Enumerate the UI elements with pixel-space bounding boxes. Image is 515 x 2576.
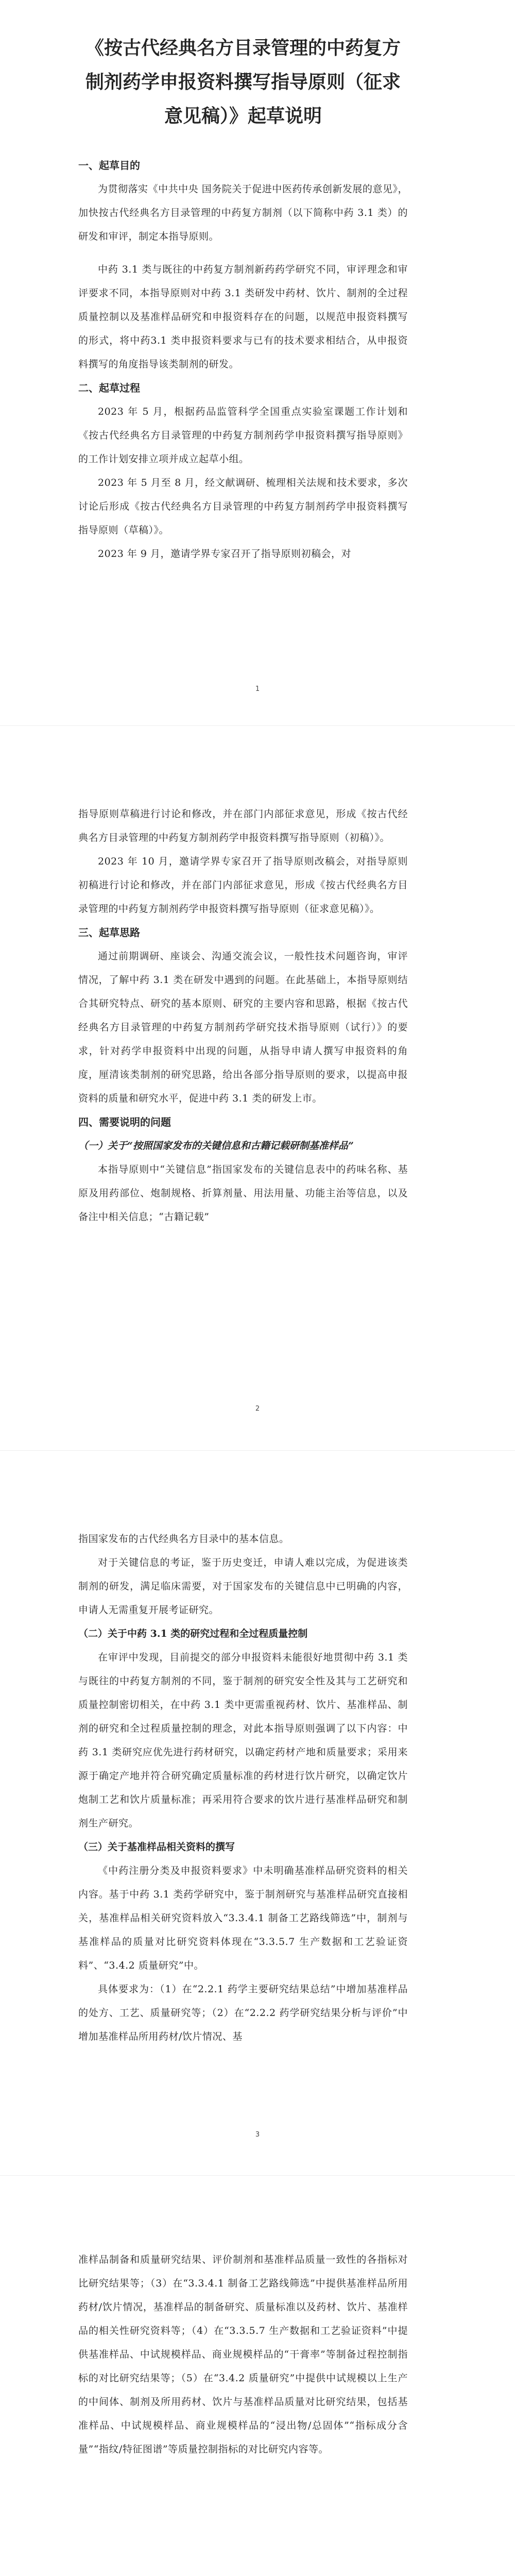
section-2-heading: 二、起草过程 [78,382,140,394]
paragraph: 本指导原则中“关键信息”指国家发布的关键信息表中的药味名称、基原及用药部位、炮制规格、折算剂量、用法用量、功能主治等信息，以及备注中相关信息；“古籍记载” [78,1164,408,1223]
section-1-heading: 一、起草目的 [78,159,140,172]
document-title: 《按古代经典名方目录管理的中药复方制剂药学申报资料撰写指导原则（征求意见稿）》起草说明 [85,37,401,127]
page-2-content [78,802,408,1229]
paragraph: 为贯彻落实《中共中央 国务院关于促进中医药传承创新发展的意见》，加快按古代经典名方目录管理的中药复方制剂（以下简称中药 3.1 类）的研发和审评，制定本指导原则。 [78,183,408,242]
page-1-content [78,31,408,566]
paragraph: 对于关键信息的考证，鉴于历史变迁，申请人难以完成，为促进该类制剂的研发，满足临床需要，对于国家发布的关键信息中已明确的内容，申请人无需重复开展考证研究。 [78,1557,408,1616]
paragraph: 2023 年 10 月，邀请学界专家召开了指导原则改稿会，对指导原则初稿进行讨论和修改，并在部门内部征求意见，形成《按古代经典名方目录管理的中药复方制剂药学申报资料撰写指导原则（征求意见稿）》。 [78,856,408,914]
paragraph: 在审评中发现，目前提交的部分申报资料未能很好地贯彻中药 3.1 类与既往的中药复方制剂的不同，鉴于制剂的研究安全性及其与工艺研究和质量控制密切相关，在中药 3.1 类中更需重视药材、饮片、基准样品、制剂的研究和全过程质量控制的理念，对此本指导原则强调了以下内容：中药 3.1 类研究应优先进行药材研究，以确定药材产地和质量要求；采用来源于确定产地并符合研究确定质量标准的药材进行饮片研究，以确定饮片炮制工艺和饮片质量标准；再采用符合要求的饮片进行基准样品研究和制剂生产研究。 [78,1652,408,1829]
subsection-1-heading: （一）关于“按照国家发布的关键信息和古籍记载研制基准样品” [78,1140,354,1151]
subsection-3-heading: （三）关于基准样品相关资料的撰写 [78,1841,235,1853]
page-number: 2 [255,1405,260,1413]
section-3-heading: 三、起草思路 [78,926,140,939]
page-4 [0,2176,515,2576]
paragraph: 通过前期调研、座谈会、沟通交流会议，一般性技术问题咨询，审评情况，了解中药 3.1 类在研发中遇到的问题。在此基础上，本指导原则结合其研究特点、研究的基本原则、研究的主要内容和思路，根据《按古代经典名方目录管理的中药复方制剂药学研究技术指导原则（试行）》的要求，针对药学申报资料中出现的问题，从指导申请人撰写申报资料的角度，厘清该类制剂的研究思路，给出各部分指导原则的要求，以提高申报资料的质量和研究水平，促进中药 3.1 类的研发上市。 [78,951,408,1104]
paragraph: 指国家发布的古代经典名方目录中的基本信息。 [78,1533,289,1545]
paragraph: 2023 年 5 月，根据药品监管科学全国重点实验室课题工作计划和《按古代经典名方目录管理的中药复方制剂药学申报资料撰写指导原则》的工作计划安排立项并成立起草小组。 [78,406,408,465]
paragraph: 准样品制备和质量研究结果、评价制剂和基准样品质量一致性的各指标对比研究结果等；（3）在“3.3.4.1 制备工艺路线筛选”中提供基准样品所用药材/饮片情况，基准样品的制备研究、质量标准以及药材、饮片、基准样品的相关性研究资料等；（4）在“3.3.5.7 生产数据和工艺验证资料”中提供基准样品、中试规模样品、商业规模样品的“干膏率”等制备过程控制指标的对比研究结果等；（5）在“3.4.2 质量研究”中提供中试规模以上生产的中间体、制剂及所用药材、饮片与基准样品质量对比研究结果，包括基准样品、中试规模样品、商业规模样品的“浸出物/总固体”“指标成分含量”“指纹/特征图谱”等质量控制指标的对比研究内容等。 [78,2254,408,2455]
paragraph: 具体要求为：（1）在“2.2.1 药学主要研究结果总结”中增加基准样品的处方、工艺、质量研究等；（2）在“2.2.2 药学研究结果分析与评价”中增加基准样品所用药材/饮片情况、基 [78,1984,408,2042]
section-4-heading: 四、需要说明的问题 [78,1116,171,1128]
paragraph: 2023 年 5 月至 8 月，经文献调研、梳理相关法规和技术要求，多次讨论后形成《按古代经典名方目录管理的中药复方制剂药学申报资料撰写指导原则（草稿）》。 [78,477,408,536]
page-3 [0,1451,515,2175]
page-number: 1 [255,685,260,693]
paragraph: 中药 3.1 类与既往的中药复方制剂新药药学研究不同，审评理念和审评要求不同，本指导原则对中药 3.1 类研发中药材、饮片、制剂的全过程质量控制以及基准样品研究和申报资料存在的问题，以规范申报资料撰写的形式，将中药3.1 类申报资料要求与已有的技术要求相结合，从申报资料撰写的角度指导该类制剂的研发。 [78,264,408,370]
paragraph: 2023 年 9 月，邀请学界专家召开了指导原则初稿会，对 [98,548,352,560]
page-number: 3 [255,2131,260,2139]
page-3-content [78,1527,408,2048]
page-1 [0,0,515,725]
paragraph: 指导原则草稿进行讨论和修改，并在部门内部征求意见，形成《按古代经典名方目录管理的中药复方制剂药学申报资料撰写指导原则（初稿）》。 [78,808,408,843]
page-2 [0,726,515,1450]
page-4-content [78,2248,408,2461]
paragraph: 《中药注册分类及申报资料要求》中未明确基准样品研究资料的相关内容。基于中药 3.1 类药学研究中，鉴于制剂研究与基准样品研究直接相关，基准样品相关研究资料放入“3.3.4.1 制备工艺路线筛选”中，制剂与基准样品的质量对比研究资料体现在“3.3.5.7 生产数据和工艺验证资料”、“3.4.2 质量研究”中。 [78,1865,408,1971]
subsection-2-heading: （二）关于中药 3.1 类的研究过程和全过程质量控制 [78,1628,308,1639]
